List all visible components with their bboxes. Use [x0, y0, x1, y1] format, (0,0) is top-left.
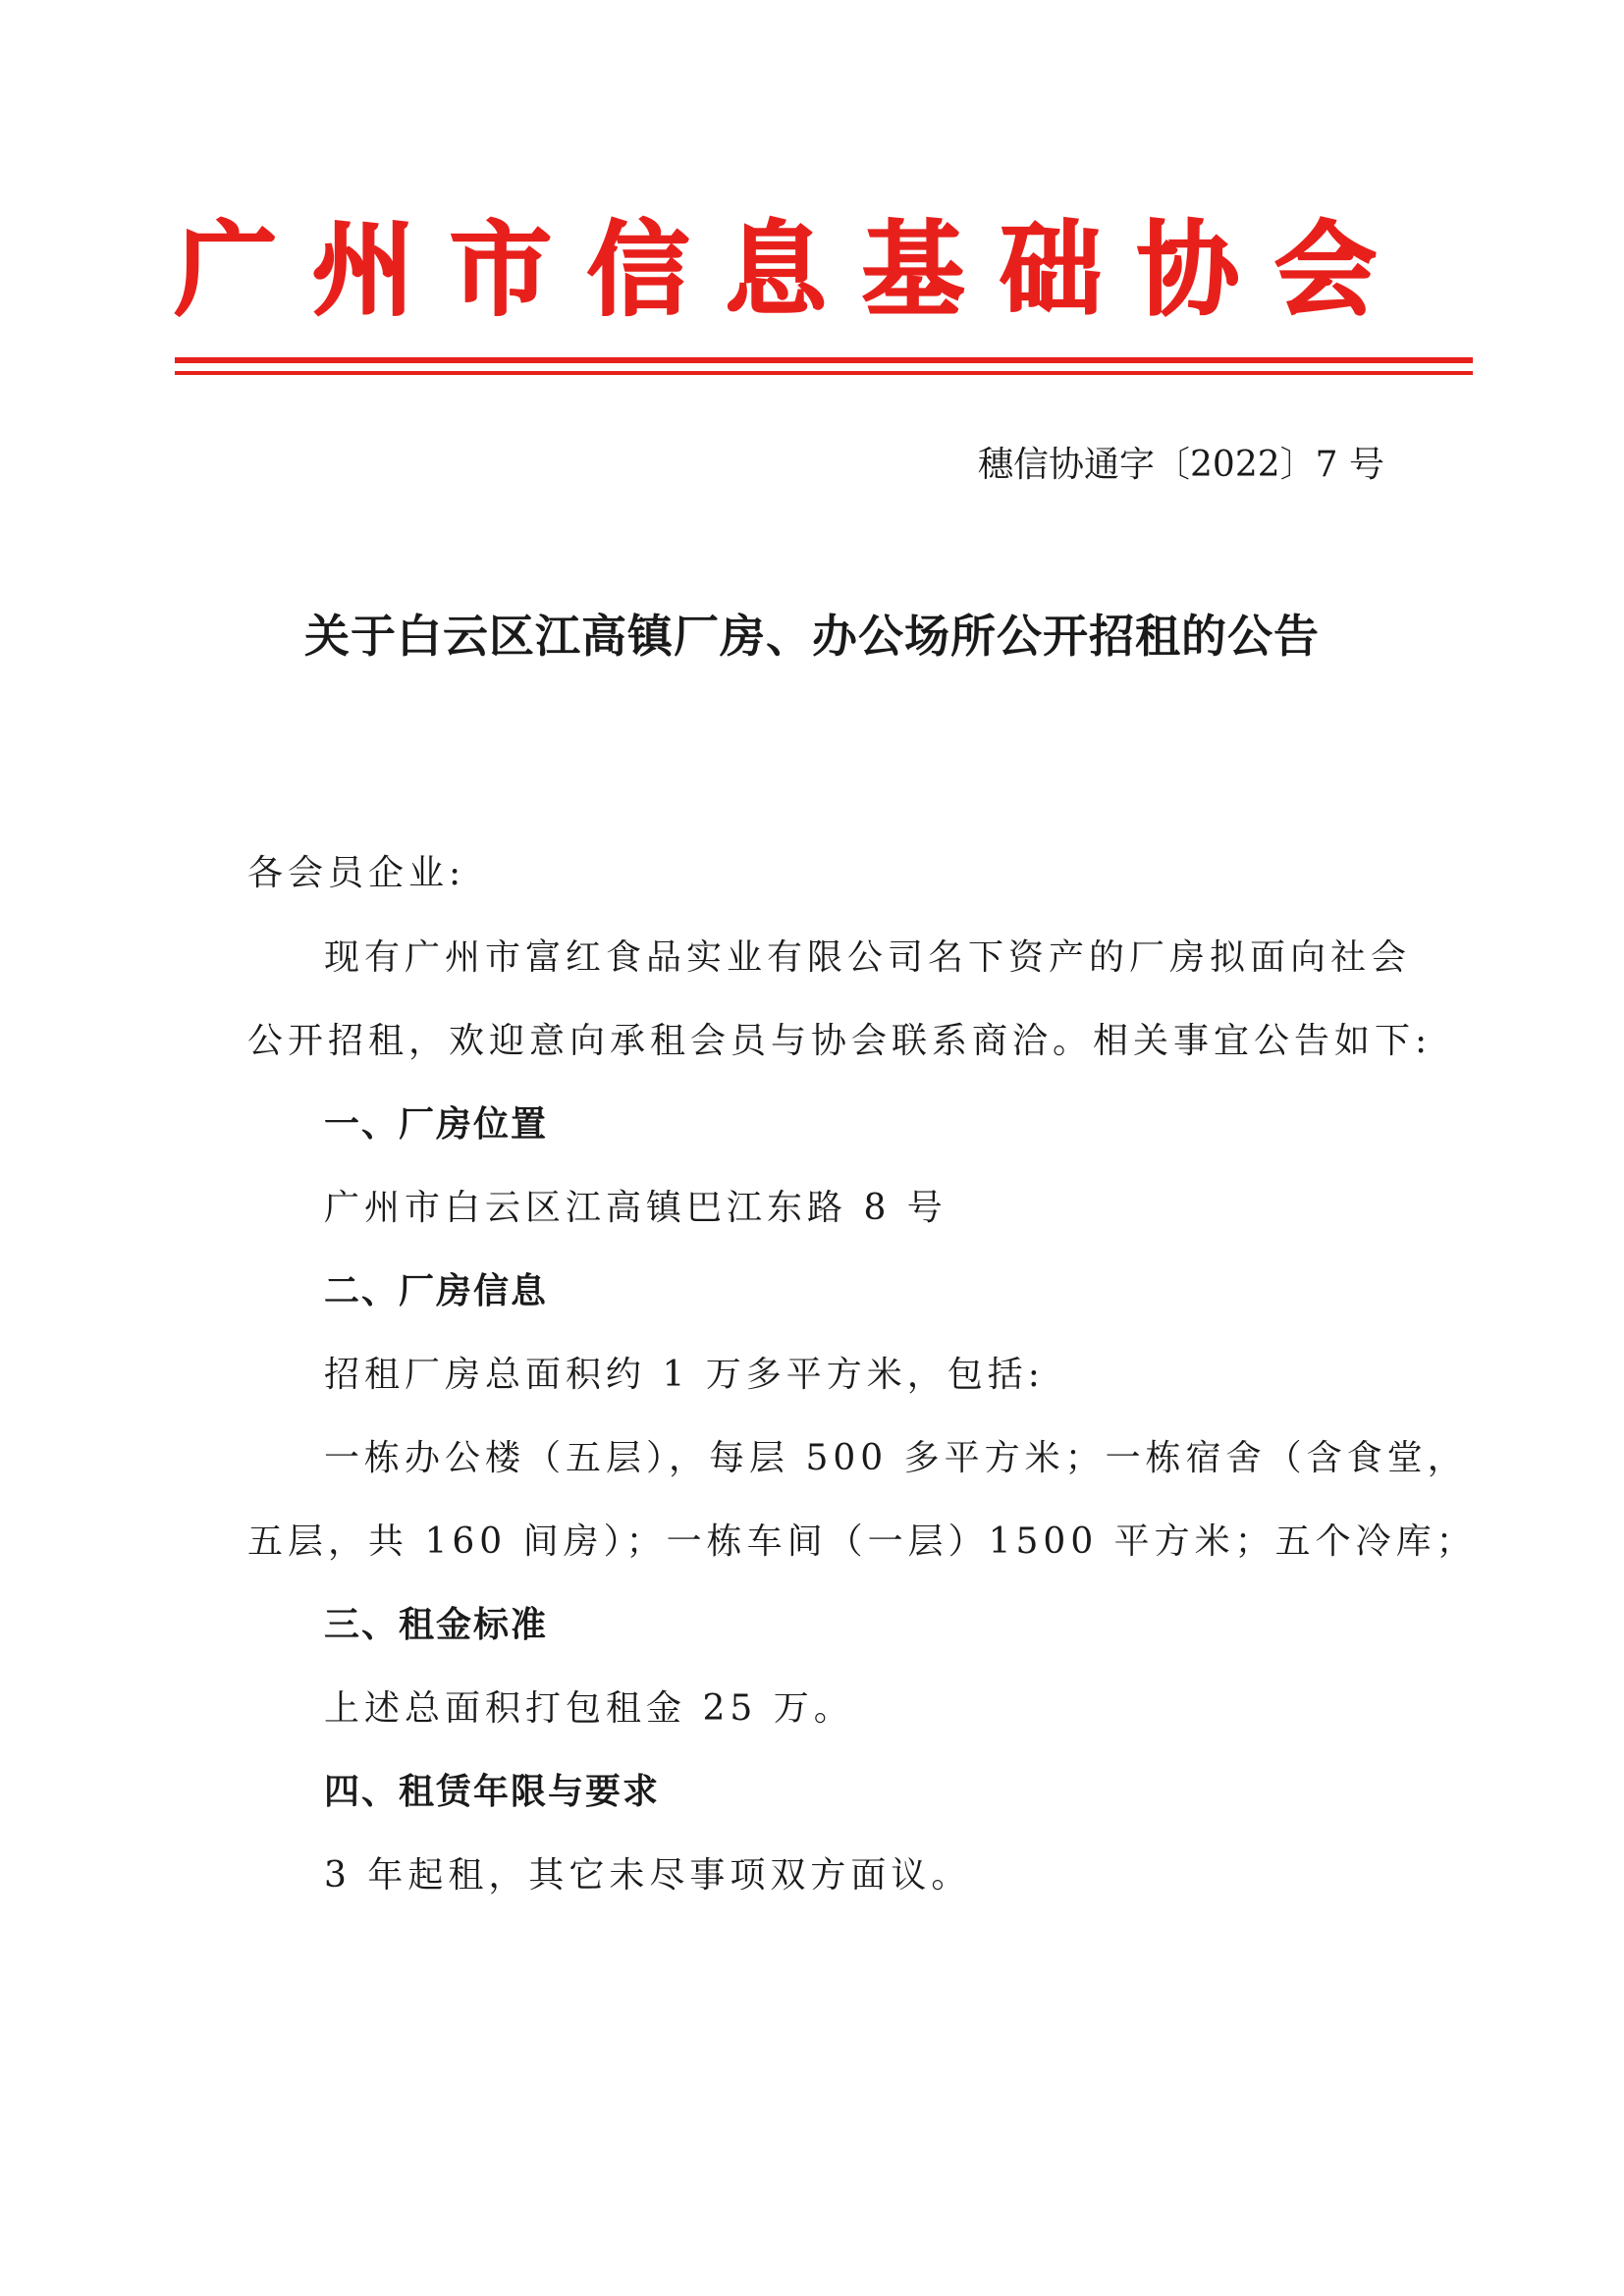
- location-address: 广州市白云区江高镇巴江东路 8 号: [324, 1188, 947, 1228]
- section-heading-location: 一、厂房位置: [324, 1104, 549, 1145]
- rent-line: 上述总面积打包租金 25 万。: [324, 1688, 854, 1729]
- org-letterhead: 广州市信息基础协会: [175, 210, 1413, 330]
- info-line-1: 招租厂房总面积约 1 万多平方米，包括:: [324, 1355, 1045, 1395]
- info-line-2: 一栋办公楼（五层），每层 500 多平方米；一栋宿舍（含食堂，: [324, 1438, 1468, 1478]
- intro-line-2: 公开招租，欢迎意向承租会员与协会联系商洽。相关事宜公告如下:: [247, 1021, 1433, 1061]
- letterhead-rule-thick: [175, 357, 1473, 363]
- document-number: 穗信协通字〔2022〕7 号: [978, 445, 1384, 485]
- section-heading-info: 二、厂房信息: [324, 1271, 549, 1311]
- letterhead-rule-thin: [175, 371, 1473, 375]
- section-heading-term: 四、租赁年限与要求: [324, 1772, 661, 1812]
- info-line-3: 五层，共 160 间房）；一栋车间（一层）1500 平方米；五个冷库；: [247, 1522, 1477, 1562]
- section-heading-rent: 三、租金标准: [324, 1605, 549, 1645]
- intro-line-1: 现有广州市富红食品实业有限公司名下资产的厂房拟面向社会: [324, 937, 1412, 978]
- term-line: 3 年起租，其它未尽事项双方面议。: [324, 1855, 972, 1896]
- salutation: 各会员企业:: [247, 853, 466, 893]
- document-title: 关于白云区江高镇厂房、办公场所公开招租的公告: [304, 610, 1320, 663]
